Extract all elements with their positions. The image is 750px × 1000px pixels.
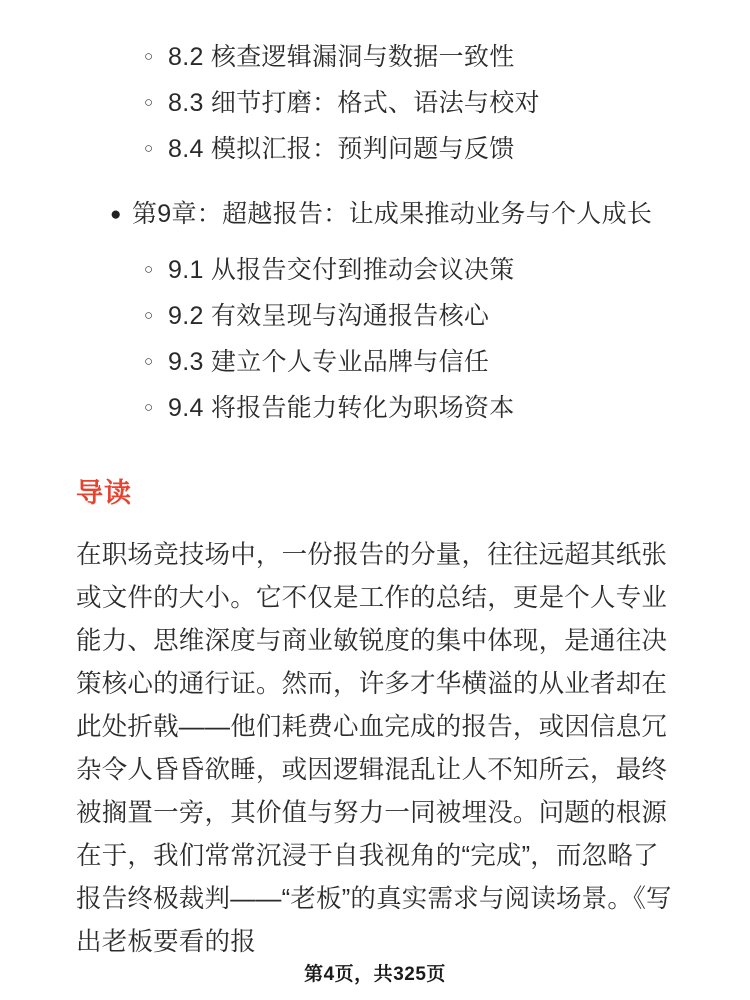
chapter-label: 第9章：超越报告：让成果推动业务与个人成长 (132, 200, 653, 228)
page-footer (0, 959, 750, 986)
list-item (48, 293, 702, 339)
circle-bullet-icon: ○ (144, 307, 154, 324)
list-item-label: 9.1 从报告交付到推动会议决策 (168, 256, 515, 284)
list-item-label: 8.4 模拟汇报：预判问题与反馈 (168, 135, 515, 163)
body-paragraph: 在职场竞技场中，一份报告的分量，往往远超其纸张或文件的大小。它不仅是工作的总结，更是个人专业能力、思维深度与商业敏锐度的集中体现，是通往决策核心的通行证。然而，许多才华横溢的从业者却在此处折戟——他们耗费心血完成的报告，或因信息冗杂令人昏昏欲睡，或因逻辑混乱让人不知所云，最终被搁置一旁，其价值与努力一同被埋没。问题的根源在于，我们常常沉浸于自我视角的“完成”，而忽略了报告终极裁判——“老板”的真实需求与阅读场景。《写出老板要看的报 (76, 541, 672, 956)
list-item (48, 80, 702, 126)
circle-bullet-icon: ○ (144, 261, 154, 278)
list-item-label: 9.2 有效呈现与沟通报告核心 (168, 302, 490, 330)
list-item (48, 385, 702, 431)
disc-bullet-icon: ● (110, 204, 122, 225)
list-item (48, 339, 702, 385)
outline-list (48, 34, 702, 431)
footer-total-pages: 325 (393, 964, 427, 985)
circle-bullet-icon: ○ (144, 353, 154, 370)
footer-middle: 页，共 (334, 964, 394, 985)
list-item-label: 8.2 核查逻辑漏洞与数据一致性 (168, 43, 515, 71)
footer-suffix: 页 (426, 964, 446, 985)
section-heading: 导读 (76, 478, 132, 508)
list-item-label: 9.3 建立个人专业品牌与信任 (168, 348, 490, 376)
circle-bullet-icon: ○ (144, 399, 154, 416)
list-item (48, 247, 702, 293)
list-item-label: 8.3 细节打磨：格式、语法与校对 (168, 89, 540, 117)
list-item (48, 34, 702, 80)
circle-bullet-icon: ○ (144, 140, 154, 157)
footer-prefix: 第 (304, 964, 324, 985)
footer-page-number: 4 (323, 964, 335, 985)
list-item-label: 9.4 将报告能力转化为职场资本 (168, 394, 515, 422)
circle-bullet-icon: ○ (144, 48, 154, 65)
list-item (48, 126, 702, 172)
circle-bullet-icon: ○ (144, 94, 154, 111)
chapter-list-item (48, 194, 702, 235)
